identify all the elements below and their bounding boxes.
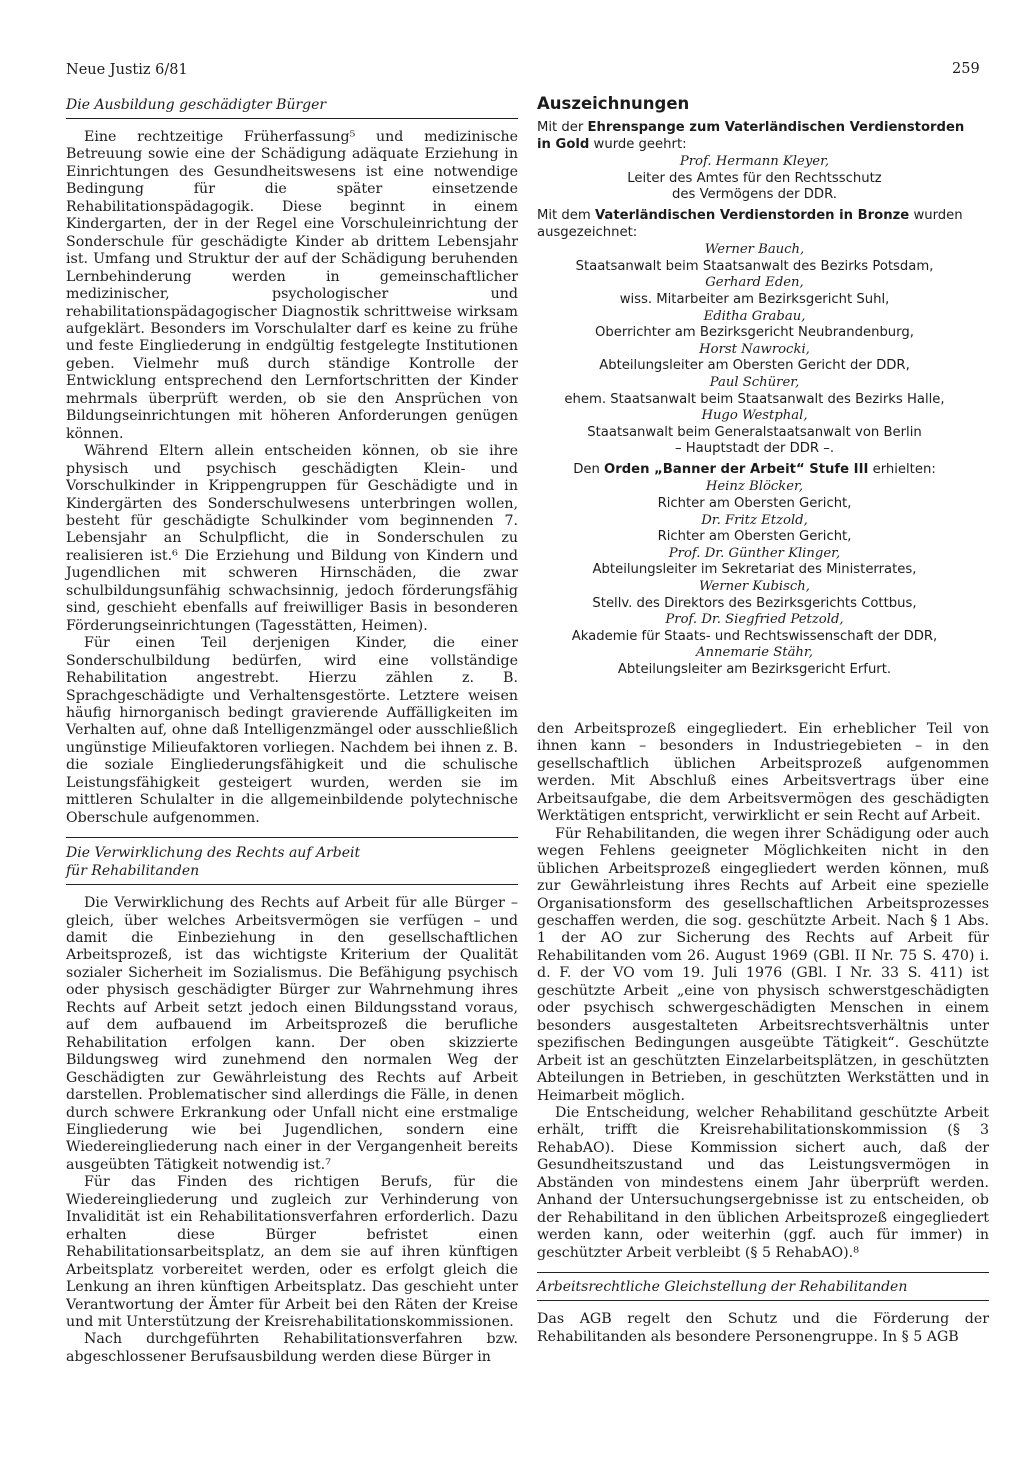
paragraph: Das AGB regelt den Schutz und die Förderung der Rehabilitanden als besondere Personengruppe. In § 5 AGB: [537, 1311, 989, 1345]
awardee-role: ehem. Staatsanwalt beim Staatsanwalt des Bezirks Halle,: [564, 391, 945, 407]
section-heading-gleichstellung: Arbeitsrechtliche Gleichstellung der Rehabilitanden: [537, 1279, 908, 1296]
paragraph: Während Eltern allein entscheiden können, ob sie ihre physisch und psychisch geschädigten Klein- und Vorschulkinder in Krippengruppen für Geschädigte und in Kindergärten des Sonderschulwesens unterbringen wollen, besteht für geschädigte Schulkinder vom beginnenden 7. Lebensjahr an Schulpflicht, die in Sonderschulen zu realisieren ist.⁶ Die Erziehung und Bildung von Kindern und Jugendlichen mit schweren Hirnschäden, die zwar schulbildungsunfähig schwachsinnig, jedoch förderungsfähig sind, geschieht ebenfalls auf freiwilliger Basis in besonderen Förderungseinrichtungen (Tagesstätten, Heimen).: [66, 443, 518, 634]
awards-title: Auszeichnungen: [537, 94, 690, 113]
paragraph: Die Entscheidung, welcher Rehabilitand geschützte Arbeit erhält, trifft die Kreisrehabilitationskommission (§ 3 RehabAO). Diese Kommission sichert auch, daß der Gesundheitszustand und das Leistungsvermögen in Abständen von mindestens einem Jahr überprüft werden. Anhand der Untersuchungsergebnisse ist zu entscheiden, ob der Rehabilitand in den üblichen Arbeitsprozeß eingegliedert werden kann, oder weiterhin (ggf. auch für immer) in geschützter Arbeit verbleibt (§ 5 RehabAO).⁸: [537, 1104, 989, 1261]
paragraph: Für Rehabilitanden, die wegen ihrer Schädigung oder auch wegen Fehlens geeigneter Möglichkeiten nicht in den üblichen Arbeitsprozeß eingegliedert werden können, muß zur Gewährleistung ihres Rechts auf Arbeit eine spezielle Organisationsform des gesellschaftlichen Arbeitsprozesses geschaffen werden, die sog. geschützte Arbeit. Nach § 1 Abs. 1 der AO zur Sicherung des Rechts auf Arbeit für Rehabilitanden vom 26. August 1969 (GBl. II Nr. 75 S. 470) i. d. F. der VO vom 19. Juli 1976 (GBl. I Nr. 33 S. 411) ist geschützte Arbeit „eine von physisch schwerstgeschädigten oder psychisch schwergeschädigten Menschen in einem besonders ausgestalteten Arbeitsrechtsverhältnis unter spezifischen Bedingungen ausgeübte Tätigkeit“. Geschützte Arbeit ist an geschützten Einzelarbeitsplätzen, in geschützten Abteilungen in Betrieben, in geschützten Werkstätten und in Heimarbeit möglich.: [537, 825, 989, 1104]
awardee-role: Richter am Obersten Gericht,: [657, 529, 852, 545]
awardee-name: Annemarie Stähr,: [696, 645, 813, 661]
award-intro: Mit der Ehrenspange zum Vaterländischen Verdienstorden in Gold wurde geehrt:: [537, 120, 965, 152]
paragraph: Für einen Teil derjenigen Kinder, die einer Sonderschulbildung bedürfen, wird eine vollständige Rehabilitation angestrebt. Hierzu zählen z. B. Sprachgeschädigte und Verhaltensgestörte. Letztere weisen häufig hirnorganisch bedingt gravierende Auffälligkeiten im Verhalten auf, ohne daß Intelligenzmängel oder ausschließlich ungünstige Milieufaktoren vorliegen. Nachdem bei ihnen z. B. die soziale Eingliederungsfähigkeit und die schulische Leistungsfähigkeit gesteigert wurden, werden sie im mittleren Schulalter in die allgemeinbildende polytechnische Oberschule aufgenommen.: [66, 635, 518, 826]
awardee-name: Werner Bauch,: [704, 242, 805, 258]
awardee-name: Prof. Dr. Siegfried Petzold,: [665, 612, 844, 628]
paragraph: Für das Finden des richtigen Berufs, für die Wiedereingliederung und zugleich zur Verhinderung von Invalidität ist ein Rehabilitationsverfahren erforderlich. Dazu erhalten diese Bürger befristet einen Rehabilitationsarbeitsplatz, an dem sie auf ihren künftigen Arbeitsplatz vorbereitet werden, oder es erfolgt gleich die Lenkung an ihren künftigen Arbeitsplatz. Das geschieht unter Verantwortung der Ämter für Arbeit bei den Räten der Kreise und mit Unterstützung der Kreisrehabilitationskommissionen.: [66, 1174, 518, 1330]
awards-box: [537, 94, 972, 679]
awardee-name: Gerhard Eden,: [705, 275, 804, 291]
awardee-role: des Vermögens der DDR.: [672, 187, 837, 203]
section-heading-ausbildung: Die Ausbildung geschädigter Bürger: [66, 97, 327, 113]
awardee-role: Oberrichter am Bezirksgericht Neubrandenburg,: [595, 325, 914, 341]
awardee-role: Abteilungsleiter im Sekretariat des Ministerrates,: [592, 562, 917, 578]
award-intro: Mit dem Vaterländischen Verdienstorden in Bronze wurden ausgezeichnet:: [537, 207, 963, 240]
paragraph: Nach durchgeführten Rehabilitationsverfahren bzw. abgeschlossener Berufsausbildung werden diese Bürger in: [66, 1331, 518, 1365]
awards-list: [537, 120, 972, 679]
awardee-name: Prof. Hermann Kleyer,: [679, 154, 830, 170]
awardee-name: Heinz Blöcker,: [705, 479, 804, 495]
awardee-name: Horst Nawrocki,: [699, 341, 810, 357]
section-heading-line: Die Verwirklichung des Rechts auf Arbeit: [66, 845, 361, 862]
awardee-role: Staatsanwalt beim Generalstaatsanwalt von Berlin: [587, 424, 922, 440]
awardee-role: – Hauptstadt der DDR –.: [674, 441, 835, 457]
awardee-name: Editha Grabau,: [703, 308, 806, 324]
awardee-role: Stellv. des Direktors des Bezirksgerichts Cottbus,: [592, 595, 917, 611]
award-intro: Den Orden „Banner der Arbeit“ Stufe III erhielten:: [573, 461, 936, 477]
paragraph: Eine rechtzeitige Früherfassung⁵ und medizinische Betreuung sowie eine der Schädigung adäquate Erziehung in Einrichtungen des Gesundheitswesens ist eine notwendige Bedingung für die später einsetzende Rehabilitationspädagogik. Diese beginnt in einem Kindergarten, der in der Regel eine Vorschuleinrichtung der Sonderschule für geschädigte Kinder ab drittem Lebensjahr ist. Umfang und Struktur der auf der Schädigung beruhenden Lernbehinderung werden in gemeinschaftlicher medizinischer, psychologischer und rehabilitationspädagogischer Diagnostik schrittweise wirksam aufgeklärt. Besonders im Vorschulalter darf es keine zu frühe und feste Eingliederung in endgültig festgelegte Institutionen geben. Vielmehr muß durch ständige Kontrolle der Entwicklung entsprechend den Lernfortschritten der Kinder mehrmals überprüft werden, ob sie den Ansprüchen von Bildungseinrichtungen mit höheren Anforderungen genügen können.: [66, 129, 518, 442]
awardee-name: Prof. Dr. Günther Klinger,: [668, 545, 841, 561]
awardee-name: Werner Kubisch,: [699, 579, 810, 595]
awardee-role: Abteilungsleiter am Bezirksgericht Erfurt.: [617, 662, 892, 677]
awardee-name: Paul Schürer,: [709, 374, 800, 390]
awardee-role: Staatsanwalt beim Staatsanwalt des Bezirks Potsdam,: [575, 258, 934, 274]
awardee-role: Abteilungsleiter am Obersten Gericht der DDR,: [599, 358, 910, 374]
awardee-name: Dr. Fritz Etzold,: [701, 512, 808, 528]
section-heading-recht-auf-arbeit: [66, 838, 518, 884]
running-header: Neue Justiz 6/81: [66, 62, 188, 78]
awardee-name: Hugo Westphal,: [701, 408, 808, 424]
right-column: [537, 721, 989, 1346]
page-number: 259: [952, 61, 980, 77]
awardee-role: Richter am Obersten Gericht,: [657, 496, 852, 512]
awardee-role: Leiter des Amtes für den Rechtsschutz: [627, 170, 882, 186]
paragraph: Die Verwirklichung des Rechts auf Arbeit für alle Bürger – gleich, über welches Arbeitsvermögen sie verfügen – und damit die Einbeziehung in den gesellschaftlichen Arbeitsprozeß, ist das wichtigste Kriterium der Qualität sozialer Sicherheit im Sozialismus. Die Befähigung psychisch oder physisch geschädigter Bürger zur Wahrnehmung ihres Rechts auf Arbeit setzt jedoch einen Bildungsstand voraus, auf dem aufbauend im Arbeitsprozeß die berufliche Rehabilitation erfolgen kann. Der oben skizzierte Bildungsweg wird zunehmend den normalen Weg der Geschädigten zur Gewährleistung des Rechts auf Arbeit darstellen. Problematischer sind allerdings die Fälle, in denen durch schwere Erkrankung oder Unfall nicht eine erstmalige Eingliederung wie bei Jugendlichen, sondern eine Wiedereingliederung nach einer in der Vergangenheit bereits ausgeübten Tätigkeit notwendig ist.⁷: [66, 895, 518, 1173]
awardee-role: Akademie für Staats- und Rechtswissenschaft der DDR,: [571, 628, 938, 644]
section-heading-line: für Rehabilitanden: [66, 863, 200, 880]
awardee-role: wiss. Mitarbeiter am Bezirksgericht Suhl,: [619, 291, 890, 307]
paragraph: den Arbeitsprozeß eingegliedert. Ein erheblicher Teil von ihnen kann – besonders in Industriegebieten – in den gesellschaftlich üblichen Arbeitsprozeß aufgenommen werden. Mit Abschluß eines Arbeitsvertrags über eine Arbeitsaufgabe, die dem Arbeitsvermögen des geschädigten Werktätigen entspricht, verwirklicht er sein Recht auf Arbeit.: [537, 721, 989, 825]
left-column: [66, 94, 518, 1366]
